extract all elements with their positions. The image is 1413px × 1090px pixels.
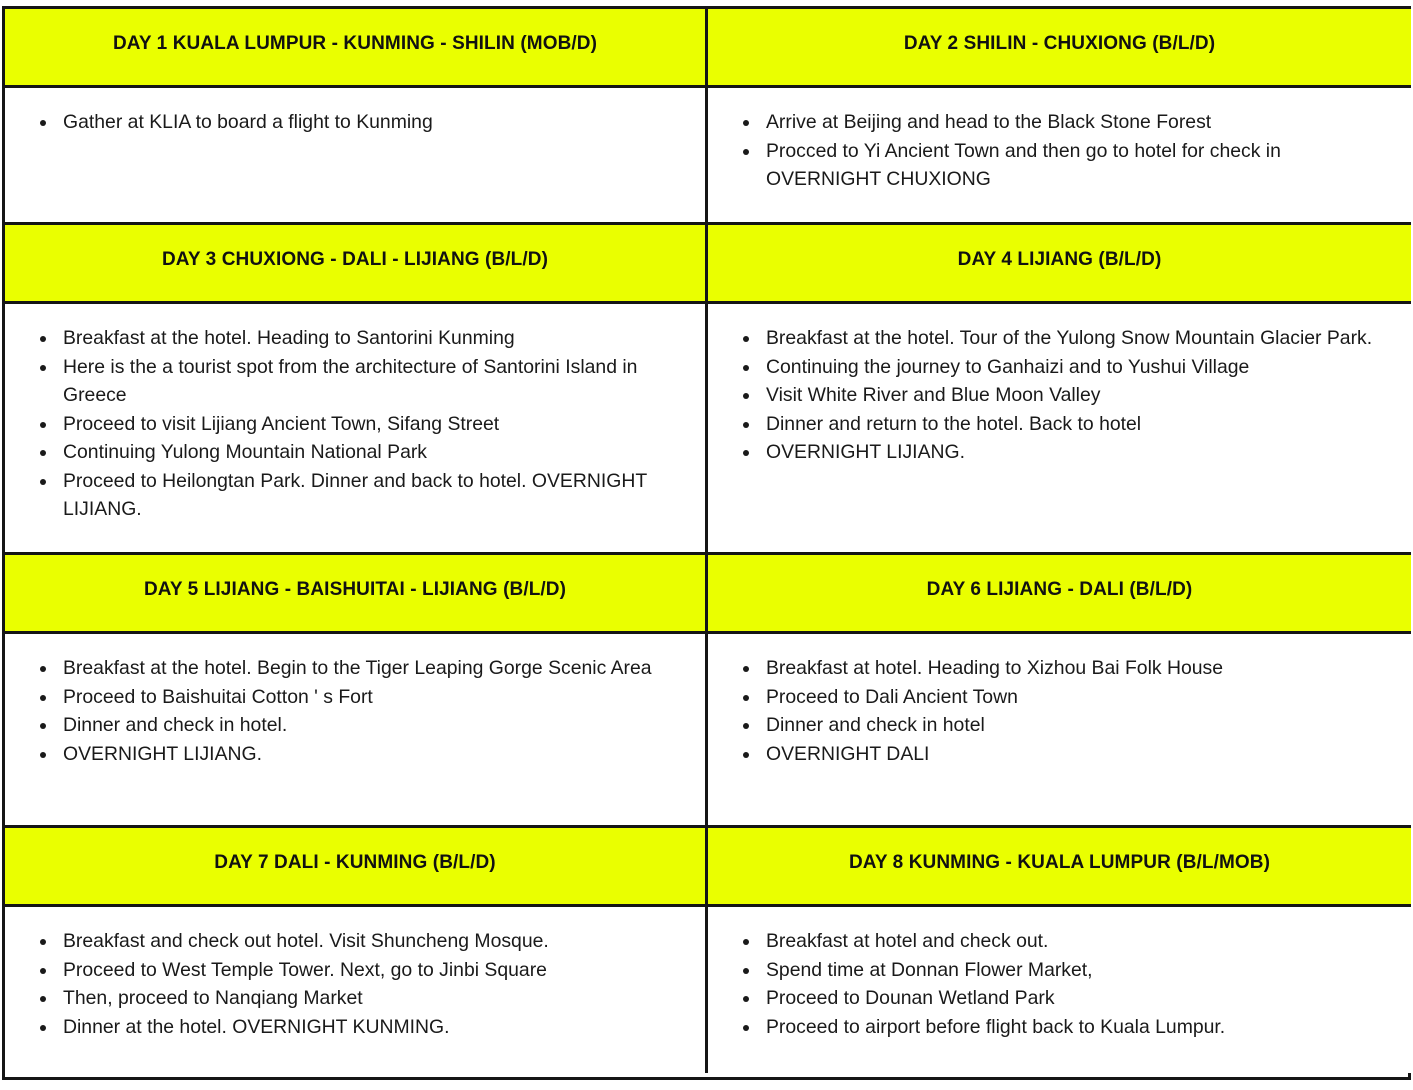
day-7-header [5,828,708,907]
day-8-body [708,907,1411,1073]
list-item: Dinner and check in hotel [766,711,1397,740]
day-4-body [708,304,1411,555]
day-1-list [63,108,691,137]
day-2-list [766,108,1397,194]
bullet-icon [40,450,46,456]
list-item: Breakfast and check out hotel. Visit Shuncheng Mosque. [63,927,691,956]
day-1-title: DAY 1 KUALA LUMPUR - KUNMING - SHILIN (MOB/D) [112,33,598,54]
bullet-icon [40,479,46,485]
day-8-title: DAY 8 KUNMING - KUALA LUMPUR (B/L/MOB) [848,852,1271,873]
bullet-icon [743,723,749,729]
day-2-title: DAY 2 SHILIN - CHUXIONG (B/L/D) [903,33,1216,54]
day-8-header [708,828,1411,907]
day-7-list [63,927,691,1041]
list-item: OVERNIGHT DALI [766,740,1397,769]
day-2-body [708,88,1411,225]
bullet-icon [743,365,749,371]
list-item: Breakfast at hotel. Heading to Xizhou Bai Folk House [766,654,1397,683]
day-4-title: DAY 4 LIJIANG (B/L/D) [957,249,1162,270]
list-item: Proceed to visit Lijiang Ancient Town, Sifang Street [63,410,691,439]
day-4-header [708,225,1411,304]
bullet-icon [743,695,749,701]
day-2-header [708,9,1411,88]
bullet-icon [40,695,46,701]
day-6-header [708,555,1411,634]
bullet-icon [40,666,46,672]
list-item: Proceed to Dounan Wetland Park [766,984,1397,1013]
list-item: Here is the a tourist spot from the architecture of Santorini Island in Greece [63,353,691,410]
bullet-icon [743,939,749,945]
bullet-icon [743,996,749,1002]
list-item: Spend time at Donnan Flower Market, [766,956,1397,985]
bullet-icon [743,149,749,155]
day-5-body [5,634,708,828]
day-1-header [5,9,708,88]
day-3-body [5,304,708,555]
bullet-icon [40,1025,46,1031]
bullet-icon [40,996,46,1002]
day-6-body [708,634,1411,828]
list-item: Dinner and return to the hotel. Back to hotel [766,410,1397,439]
bullet-icon [40,422,46,428]
bullet-icon [743,120,749,126]
day-7-title: DAY 7 DALI - KUNMING (B/L/D) [214,852,496,873]
bullet-icon [743,968,749,974]
list-item: OVERNIGHT LIJIANG. [63,740,691,769]
list-item: Breakfast at the hotel. Tour of the Yulong Snow Mountain Glacier Park. [766,324,1397,353]
list-item: Gather at KLIA to board a flight to Kunming [63,108,691,137]
day-8-list [766,927,1397,1041]
bullet-icon [743,752,749,758]
bullet-icon [40,336,46,342]
day-3-title: DAY 3 CHUXIONG - DALI - LIJIANG (B/L/D) [161,249,549,270]
list-item: Proceed to Baishuitai Cotton ' s Fort [63,683,691,712]
day-4-list [766,324,1397,467]
day-5-list [63,654,691,768]
bullet-icon [40,120,46,126]
list-item: Proceed to Heilongtan Park. Dinner and back to hotel. OVERNIGHT LIJIANG. [63,467,691,524]
bullet-icon [743,336,749,342]
day-6-list [766,654,1397,768]
list-item: Continuing the journey to Ganhaizi and to Yushui Village [766,353,1397,382]
bullet-icon [743,450,749,456]
list-item: Arrive at Beijing and head to the Black Stone Forest [766,108,1397,137]
list-item: Then, proceed to Nanqiang Market [63,984,691,1013]
list-item: Continuing Yulong Mountain National Park [63,438,691,467]
list-item: OVERNIGHT LIJIANG. [766,438,1397,467]
list-item: Dinner at the hotel. OVERNIGHT KUNMING. [63,1013,691,1042]
bullet-icon [40,752,46,758]
bullet-icon [40,723,46,729]
list-item: Proceed to West Temple Tower. Next, go to Jinbi Square [63,956,691,985]
list-item: Procced to Yi Ancient Town and then go to hotel for check in OVERNIGHT CHUXIONG [766,137,1397,194]
list-item: Proceed to Dali Ancient Town [766,683,1397,712]
day-3-header [5,225,708,304]
list-item: Breakfast at hotel and check out. [766,927,1397,956]
list-item: Proceed to airport before flight back to Kuala Lumpur. [766,1013,1397,1042]
day-5-header [5,555,708,634]
bullet-icon [40,365,46,371]
day-7-body [5,907,708,1073]
itinerary-table [2,6,1411,1080]
bullet-icon [743,1025,749,1031]
list-item: Breakfast at the hotel. Heading to Santorini Kunming [63,324,691,353]
list-item: Visit White River and Blue Moon Valley [766,381,1397,410]
day-6-title: DAY 6 LIJIANG - DALI (B/L/D) [926,579,1193,600]
list-item: Dinner and check in hotel. [63,711,691,740]
bullet-icon [40,939,46,945]
bullet-icon [40,968,46,974]
day-3-list [63,324,691,524]
bullet-icon [743,422,749,428]
bullet-icon [743,666,749,672]
list-item: Breakfast at the hotel. Begin to the Tiger Leaping Gorge Scenic Area [63,654,691,683]
bullet-icon [743,393,749,399]
day-5-title: DAY 5 LIJIANG - BAISHUITAI - LIJIANG (B/L/D) [143,579,567,600]
day-1-body [5,88,708,225]
